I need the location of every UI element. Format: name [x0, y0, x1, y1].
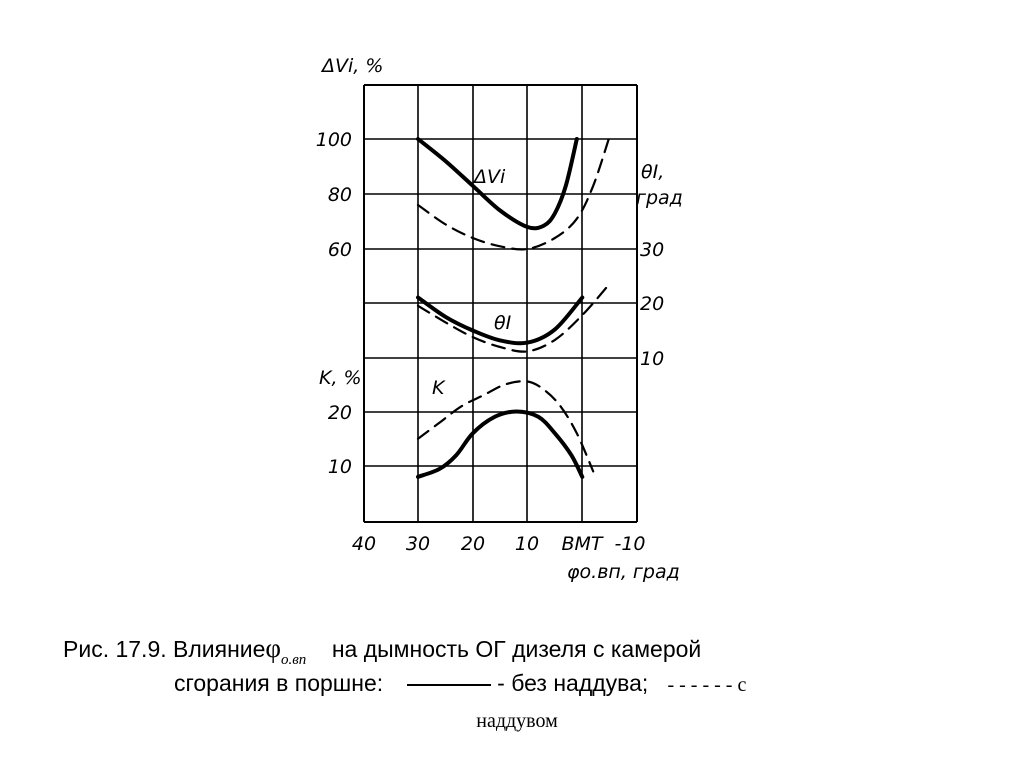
phi-symbol: φ [265, 633, 282, 663]
x-axis-label: φо.вп, град [567, 561, 680, 583]
y-tick-label-k: 10 [327, 456, 352, 478]
solid-label: - без наддува; [497, 670, 649, 696]
y-tick-label-dvi: 60 [327, 239, 352, 261]
panel-1-series-2-dashed-curve [418, 136, 610, 249]
dashed-line-sample: - - - - - - с [667, 674, 747, 696]
y-axis-label-dvi: ΔVi, % [322, 55, 384, 77]
caption-line3: наддувом [476, 710, 558, 732]
figure-caption-line-1 [63, 633, 1024, 668]
caption-prefix: Рис. 17.9. Влияние [63, 636, 266, 662]
phi-subscript: о.вп [281, 652, 307, 668]
series-label-theta: θI [494, 312, 512, 334]
right-axis-label-theta: θI, [641, 161, 665, 183]
right-tick-label-theta: 30 [640, 239, 665, 261]
right-axis-unit-theta: град [636, 187, 683, 209]
x-tick-label: -10 [614, 533, 646, 555]
y-axis-label-k: K, % [319, 367, 362, 389]
series-label-k: K [432, 377, 445, 399]
x-tick-label: ВМТ [561, 533, 603, 555]
solid-line-sample [407, 684, 491, 686]
right-tick-label-theta: 20 [640, 293, 665, 315]
caption-middle: на дымность ОГ дизеля с камерой [331, 636, 702, 662]
x-tick-label: 10 [514, 533, 540, 555]
series-label-dvi: ΔVi [474, 166, 506, 188]
y-tick-label-dvi: 80 [327, 184, 352, 206]
caption-line2-prefix: сгорания в поршне: [174, 670, 384, 696]
right-tick-label-theta: 10 [640, 348, 665, 370]
chart-labels [316, 55, 683, 583]
y-tick-label-k: 20 [327, 402, 352, 424]
figure-caption-line-2 [174, 668, 1024, 700]
x-tick-label: 40 [351, 533, 377, 555]
chart-curves [418, 136, 610, 477]
y-tick-label-dvi: 100 [315, 129, 352, 151]
x-tick-label: 20 [460, 533, 486, 555]
x-tick-label: 30 [405, 533, 431, 555]
figure-caption-line-3 [0, 706, 1024, 736]
chart-grid [364, 85, 637, 522]
